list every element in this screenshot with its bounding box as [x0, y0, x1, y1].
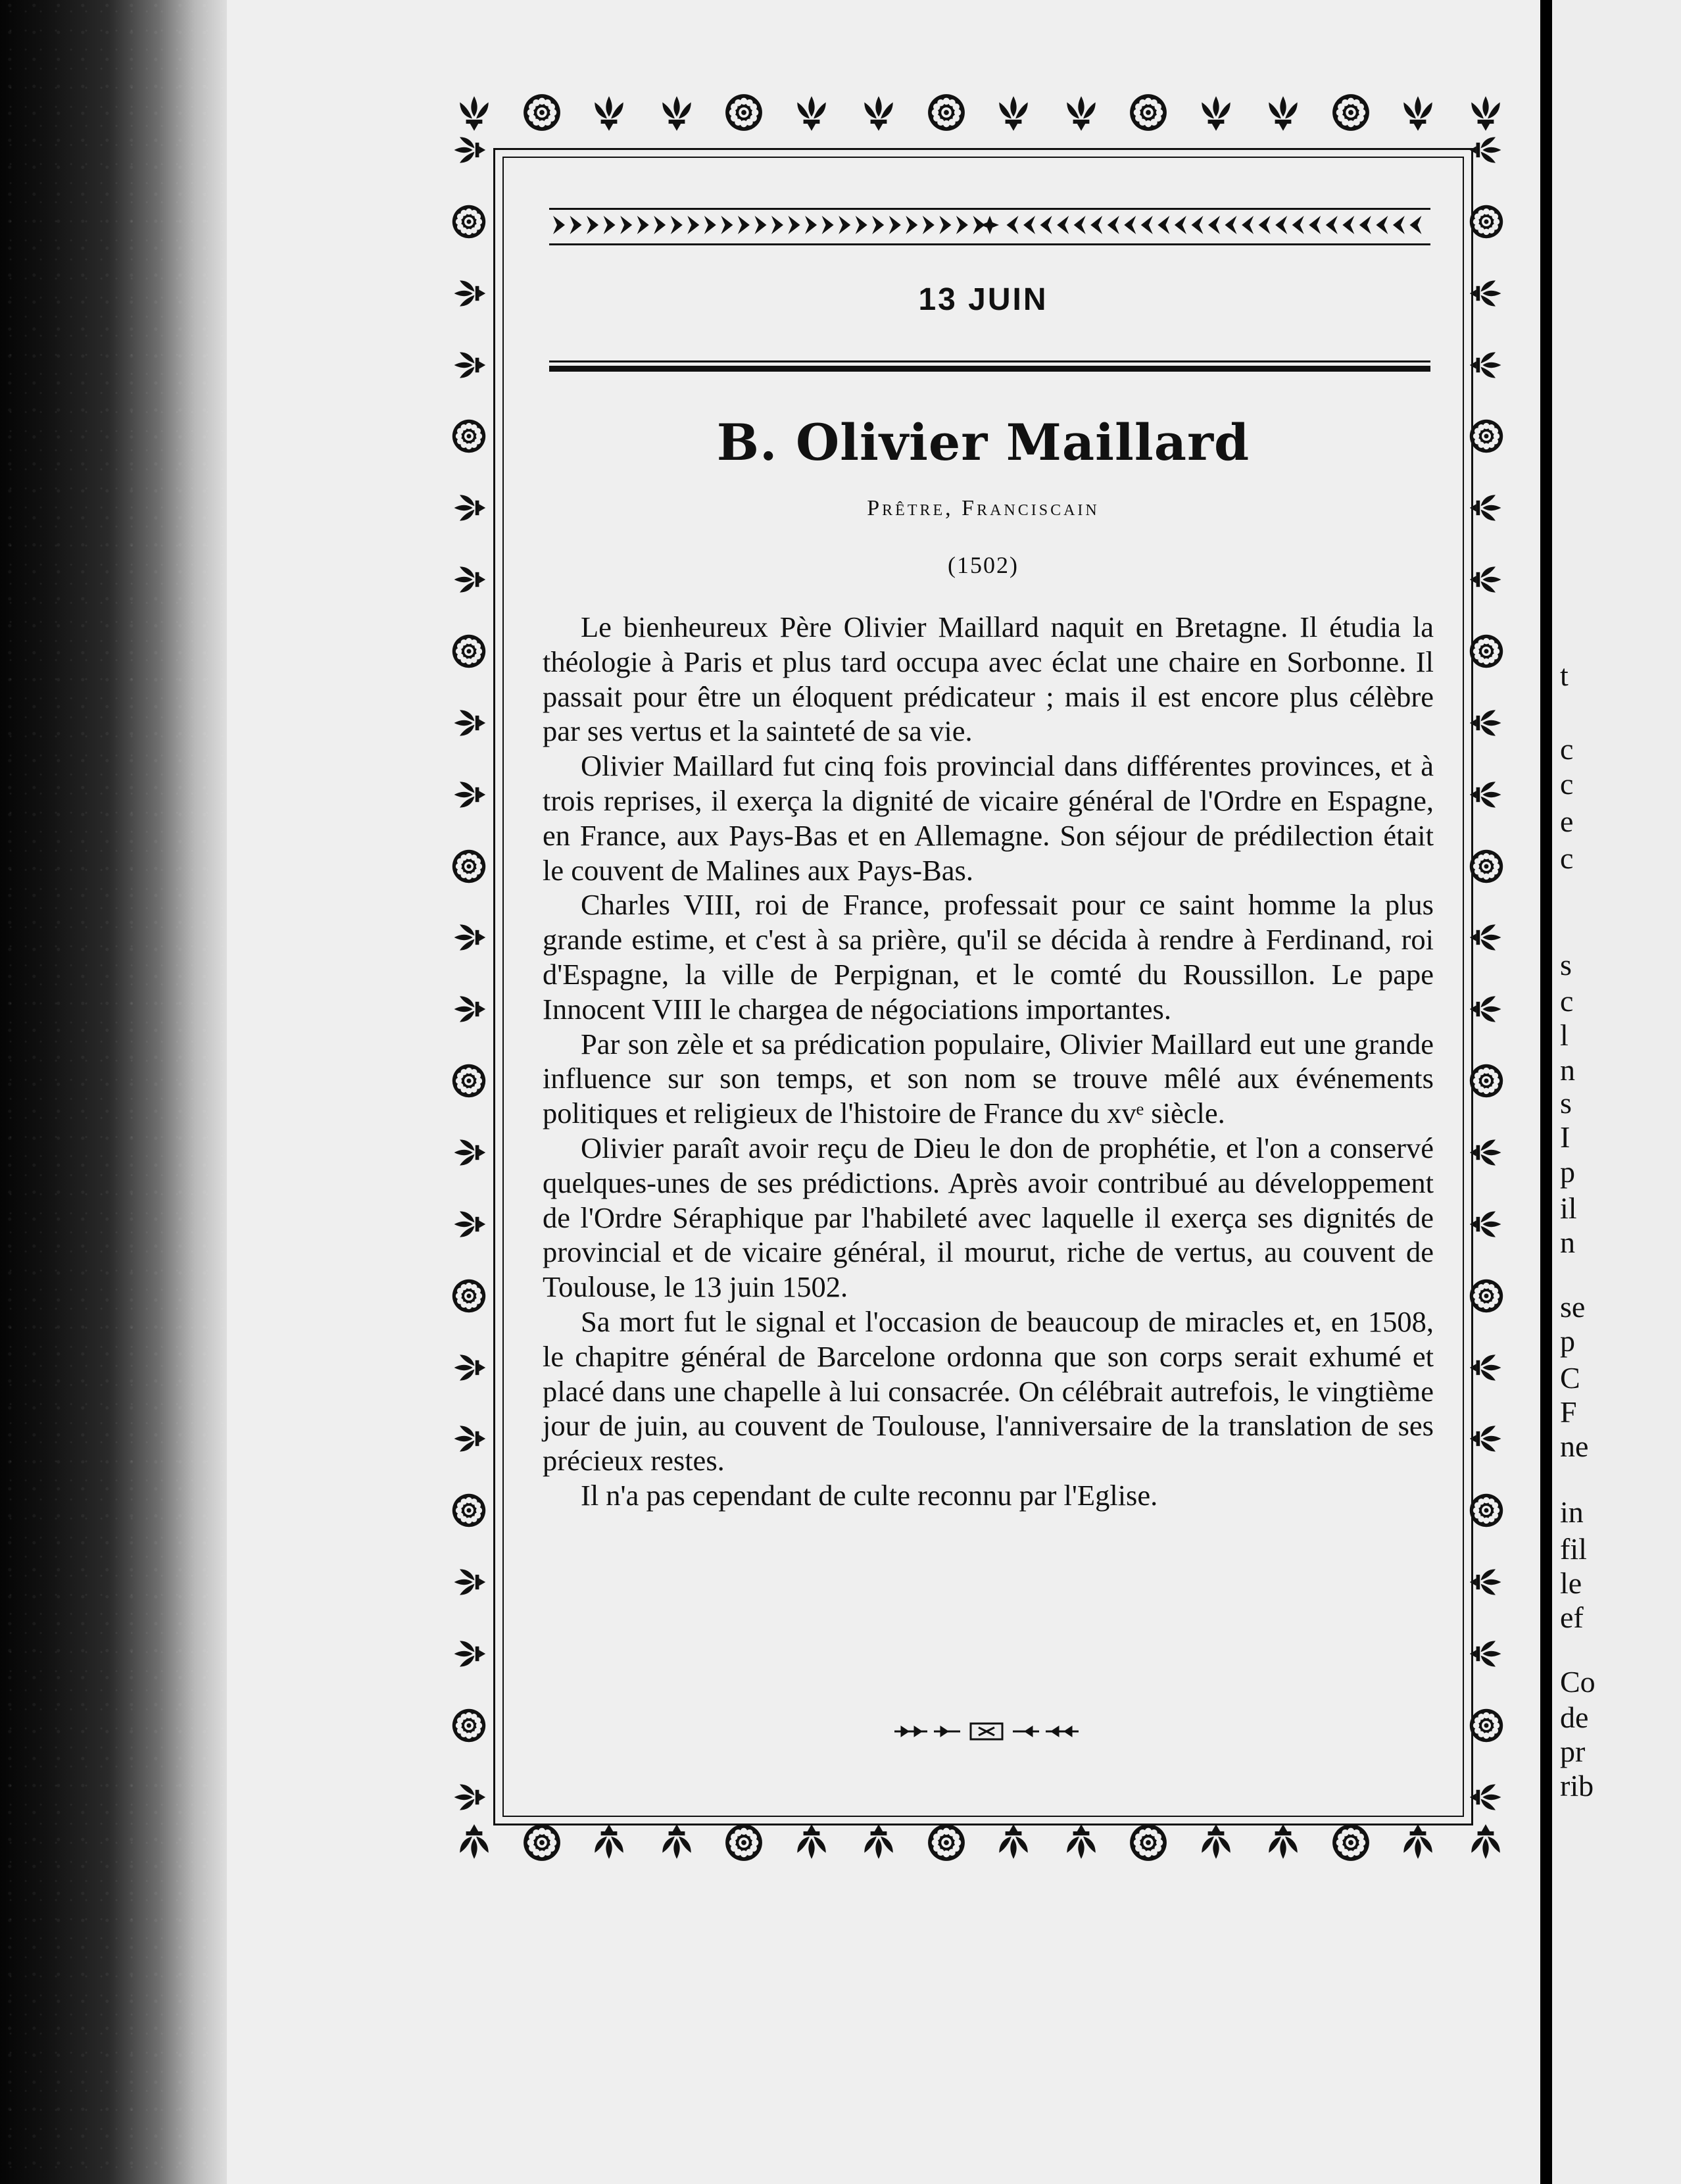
rosette-icon [1468, 203, 1505, 240]
lily-icon [1061, 92, 1102, 133]
lily-icon [1468, 1349, 1505, 1386]
rosette-icon [522, 1822, 562, 1863]
lily-icon [656, 92, 697, 133]
lily-icon [1468, 1564, 1505, 1601]
lily-icon [1468, 275, 1505, 312]
lily-icon [451, 1349, 487, 1386]
rosette-icon [1468, 1707, 1505, 1744]
lily-icon [1468, 1134, 1505, 1171]
lily-icon [858, 1822, 899, 1863]
lily-icon [1196, 92, 1236, 133]
lily-icon [1398, 92, 1438, 133]
heading-thick-rule [549, 366, 1430, 372]
adjacent-page-fragment: in [1560, 1495, 1584, 1529]
adjacent-page-fragment: c [1560, 767, 1574, 801]
adjacent-page-fragment: c [1560, 732, 1574, 766]
paragraph: Charles VIII, roi de France, professait pour ce saint homme la plus grande estime, et c'est à sa prière, qu'il se décida à rendre à Ferdinand, roi d'Espagne, la ville de Perpignan, et le comté du Roussillon. Le pape Innocent VIII le chargea de négociations importantes. [543, 888, 1434, 1026]
adjacent-page-fragment: n [1560, 1053, 1575, 1087]
paragraph: Olivier Maillard fut cinq fois provincial dans différentes provinces, et à trois reprises, il exerça la dignité de vicaire général de l'Ordre en Espagne, en France, aux Pays-Bas et en Allemagne. Son séjour de prédilection était le couvent de Malines aux Pays-Bas. [543, 749, 1434, 887]
paragraph: Sa mort fut le signal et l'occasion de beaucoup de miracles et, en 1508, le chapitre général de Barcelone ordonna que son corps serait exhumé et placé dans une chapelle à lui consacrée. On célébrait autrefois, le vingtième jour de juin, au couvent de Toulouse, l'anniversaire de la translation de ses précieux restes. [543, 1304, 1434, 1477]
adjacent-page-fragment: l [1560, 1018, 1569, 1052]
lily-icon [1468, 489, 1505, 526]
rosette-icon [1128, 1822, 1169, 1863]
adjacent-page-fragment: fil [1560, 1532, 1587, 1566]
rosette-icon [451, 418, 487, 455]
lily-icon [451, 275, 487, 312]
adjacent-page-fragment: c [1560, 984, 1574, 1018]
lily-icon [858, 92, 899, 133]
binding-gutter [0, 0, 227, 2184]
paragraph: Olivier paraît avoir reçu de Dieu le don de prophétie, et l'on a conservé quelques-unes de ses prédictions. Après avoir contribué au développement de l'Ordre Séraphique par l'habileté avec laquelle il exerça ses dignités de provincial et de vicaire général, il mourut, riche de vertus, au couvent de Toulouse, le 13 juin 1502. [543, 1131, 1434, 1304]
saint-year: (1502) [948, 552, 1019, 578]
lily-icon [1468, 1779, 1505, 1816]
lily-icon [791, 92, 832, 133]
lily-icon [1468, 561, 1505, 598]
lily-icon [451, 1420, 487, 1457]
adjacent-page-fragment: n [1560, 1226, 1575, 1259]
adjacent-page-fragment: ef [1560, 1601, 1584, 1634]
lily-icon [1468, 919, 1505, 956]
lily-icon [1263, 92, 1303, 133]
paragraph: Par son zèle et sa prédication populaire, Olivier Maillard eut une grande influence sur son temps, et son nom se trouve mêlé aux événements politiques et religieux de l'histoire de France du xvᵉ siècle. [543, 1027, 1434, 1130]
adjacent-page-fragment: I [1560, 1120, 1571, 1154]
lily-icon [451, 1779, 487, 1816]
lily-icon [1468, 1206, 1505, 1243]
right-ornament-column [1468, 132, 1505, 1816]
lily-icon [451, 1134, 487, 1171]
tailpiece-icon [888, 1718, 1085, 1745]
adjacent-page-fragment: Co [1560, 1665, 1596, 1699]
lily-icon [1398, 1822, 1438, 1863]
adjacent-page-fragment: le [1560, 1566, 1582, 1600]
adjacent-page-fragment: se [1560, 1290, 1586, 1324]
adjacent-page-fragment: c [1560, 841, 1574, 875]
lily-icon [656, 1822, 697, 1863]
paragraph: Il n'a pas cependant de culte reconnu par l'Eglise. [581, 1478, 1158, 1512]
lily-icon [1196, 1822, 1236, 1863]
adjacent-page-fragment: t [1560, 658, 1569, 692]
lily-icon [1468, 705, 1505, 741]
rosette-icon [522, 92, 562, 133]
lily-icon [1263, 1822, 1303, 1863]
lily-icon [1468, 347, 1505, 384]
adjacent-page-fragment: F [1560, 1395, 1577, 1429]
lily-icon [451, 1206, 487, 1243]
rosette-icon [1330, 1822, 1371, 1863]
left-ornament-column [451, 132, 487, 1816]
rosette-icon [451, 1707, 487, 1744]
adjacent-page-fragment: C [1560, 1361, 1580, 1395]
lily-icon [1468, 1420, 1505, 1457]
rosette-icon [926, 92, 967, 133]
lily-icon [1468, 991, 1505, 1028]
lily-icon [451, 489, 487, 526]
lily-icon [451, 1564, 487, 1601]
heading-thin-rule [549, 360, 1430, 362]
rosette-icon [1330, 92, 1371, 133]
lily-icon [451, 1635, 487, 1672]
rosette-icon [1468, 848, 1505, 885]
rosette-icon [451, 848, 487, 885]
rosette-icon [723, 1822, 764, 1863]
rosette-icon [1468, 418, 1505, 455]
lily-icon [451, 776, 487, 813]
lily-icon [454, 1822, 495, 1863]
saint-title: B. Olivier Maillard [716, 413, 1250, 472]
rosette-icon [451, 1492, 487, 1529]
lily-icon [1468, 776, 1505, 813]
lily-icon [451, 347, 487, 384]
adjacent-page-fragment: rib [1560, 1769, 1594, 1802]
adjacent-page-fragment: s [1560, 948, 1572, 981]
rosette-icon [1468, 633, 1505, 670]
lily-icon [454, 92, 495, 133]
rosette-icon [1468, 1278, 1505, 1314]
lily-icon [451, 561, 487, 598]
adjacent-page-fragment: de [1560, 1700, 1589, 1734]
lily-icon [451, 919, 487, 956]
rosette-icon [1128, 92, 1169, 133]
adjacent-page-fragment: ne [1560, 1429, 1589, 1463]
band-bottom-rule [549, 243, 1430, 245]
fleuron-band [549, 209, 1430, 241]
lily-icon [993, 92, 1034, 133]
biography-text [543, 610, 1434, 1513]
adjacent-page-fragment: pr [1560, 1735, 1586, 1768]
adjacent-page-fragment: p [1560, 1324, 1575, 1358]
lily-icon [1465, 1822, 1506, 1863]
adjacent-page-fragment: s [1560, 1086, 1572, 1120]
top-ornament-row [454, 92, 1506, 133]
lily-icon [451, 132, 487, 168]
adjacent-page-fragment: il [1560, 1191, 1577, 1225]
lily-icon [1468, 1635, 1505, 1672]
rosette-icon [1468, 1062, 1505, 1099]
saint-subtitle: Prêtre, Franciscain [867, 496, 1100, 520]
bottom-ornament-row [454, 1822, 1506, 1863]
lily-icon [1465, 92, 1506, 133]
rosette-icon [926, 1822, 967, 1863]
lily-icon [993, 1822, 1034, 1863]
rosette-icon [451, 633, 487, 670]
rosette-icon [1468, 1492, 1505, 1529]
lily-icon [589, 92, 629, 133]
rosette-icon [451, 203, 487, 240]
adjacent-page-fragment: e [1560, 805, 1574, 838]
lily-icon [1468, 132, 1505, 168]
lily-icon [791, 1822, 832, 1863]
lily-icon [451, 991, 487, 1028]
date-heading: 13 JUIN [918, 282, 1048, 317]
rosette-icon [451, 1062, 487, 1099]
lily-icon [451, 705, 487, 741]
rosette-icon [451, 1278, 487, 1314]
adjacent-page-fragment: p [1560, 1155, 1575, 1189]
rosette-icon [723, 92, 764, 133]
lily-icon [1061, 1822, 1102, 1863]
paragraph: Le bienheureux Père Olivier Maillard naquit en Bretagne. Il étudia la théologie à Paris et plus tard occupa avec éclat une chaire en Sorbonne. Il passait pour être un éloquent prédicateur ; mais il est encore plus célèbre par ses vertus et la sainteté de sa vie. [543, 610, 1434, 748]
lily-icon [589, 1822, 629, 1863]
